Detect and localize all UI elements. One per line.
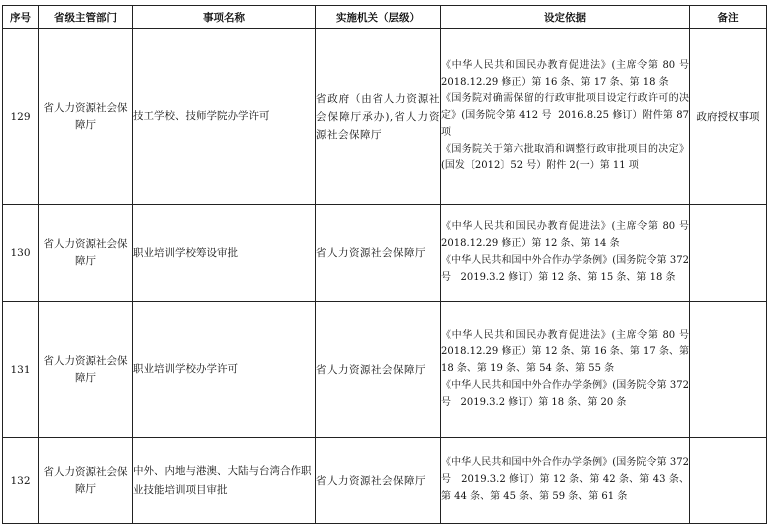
row-legal-basis (441, 205, 699, 302)
legal-basis-entry: 《中华人民共和国民办教育促进法》(主席令第 80 号 2018.12.29 修正）第 12 条、第 14 条 (441, 221, 699, 250)
row-legal-basis (441, 438, 693, 524)
header-legal-basis: 设定依据 (441, 6, 690, 29)
header-number: 序号 (3, 6, 39, 29)
row-department: 省人力资源社会保障厅 (39, 205, 133, 302)
table-body (3, 29, 767, 524)
row-number: 131 (3, 302, 39, 438)
row-department: 省人力资源社会保障厅 (39, 302, 133, 438)
header-row (3, 6, 767, 29)
row-agency: 省人力资源社会保障厅 (316, 438, 441, 524)
row-agency: 省人力资源社会保障厅 (316, 302, 441, 438)
row-remarks (690, 438, 767, 524)
row-legal-basis (441, 29, 699, 205)
header-agency: 实施机关（层级） (316, 6, 441, 29)
row-item-name: 技工学校、技师学院办学许可 (133, 29, 316, 205)
legal-basis-entry: 《中华人民共和国民办教育促进法》(主席令第 80 号 2018.12.29 修正）第 12 条、第 16 条、第 17 条、第 18 条、第 19 条、第 54 条、第 55 条 (441, 329, 699, 375)
legal-basis-entry: 《中华人民共和国民办教育促进法》(主席令第 80 号 2018.12.29 修正）第 16 条、第 17 条、第 18 条 (441, 59, 699, 88)
header-remarks: 备注 (690, 6, 767, 29)
legal-basis-entry: 《国务院关于第六批取消和调整行政审批项目的决定》(国发〔2012〕52 号）附件 2(一）第 11 项 (441, 143, 689, 172)
row-remarks (690, 205, 767, 302)
table-row (3, 205, 767, 302)
row-number: 132 (3, 438, 39, 524)
row-remarks (690, 302, 767, 438)
legal-basis-entry: 《中华人民共和国中外合作办学条例》(国务院令第 372 号 2019.3.2 修订）第 12 条、第 42 条、第 43 条、第 44 条、第 45 条、第 59 条、第 61 条 (441, 457, 693, 502)
row-department: 省人力资源社会保障厅 (39, 438, 133, 524)
row-item-name: 职业培训学校筹设审批 (133, 205, 316, 302)
table-row (3, 302, 767, 438)
table-row (3, 438, 767, 524)
row-department: 省人力资源社会保障厅 (39, 29, 133, 205)
row-item-name: 职业培训学校办学许可 (133, 302, 316, 438)
row-number: 130 (3, 205, 39, 302)
row-agency: 省政府（由省人力资源社会保障厅承办),省人力资源社会保障厅 (316, 29, 441, 205)
table-header (3, 6, 767, 29)
row-remarks: 政府授权事项 (690, 29, 767, 205)
row-agency: 省人力资源社会保障厅 (316, 205, 441, 302)
legal-basis-entry: 《中华人民共和国中外合作办学条例》(国务院令第 372 号 2019.3.2 修订）第 18 条、第 20 条 (441, 379, 693, 408)
legal-basis-entry: 《国务院对确需保留的行政审批项目设定行政许可的决定》(国务院令第 412 号 2016.8.25 修订）附件第 87 项 (441, 93, 693, 138)
row-legal-basis (441, 302, 699, 438)
header-item-name: 事项名称 (133, 6, 316, 29)
row-number: 129 (3, 29, 39, 205)
row-item-name: 中外、内地与港澳、大陆与台湾合作职业技能培训项目审批 (133, 438, 316, 524)
table-row (3, 29, 767, 205)
header-department: 省级主管部门 (39, 6, 133, 29)
approval-items-table (2, 5, 767, 524)
legal-basis-entry: 《中华人民共和国中外合作办学条例》(国务院令第 372 号 2019.3.2 修订）第 12 条、第 15 条、第 18 条 (441, 255, 693, 283)
